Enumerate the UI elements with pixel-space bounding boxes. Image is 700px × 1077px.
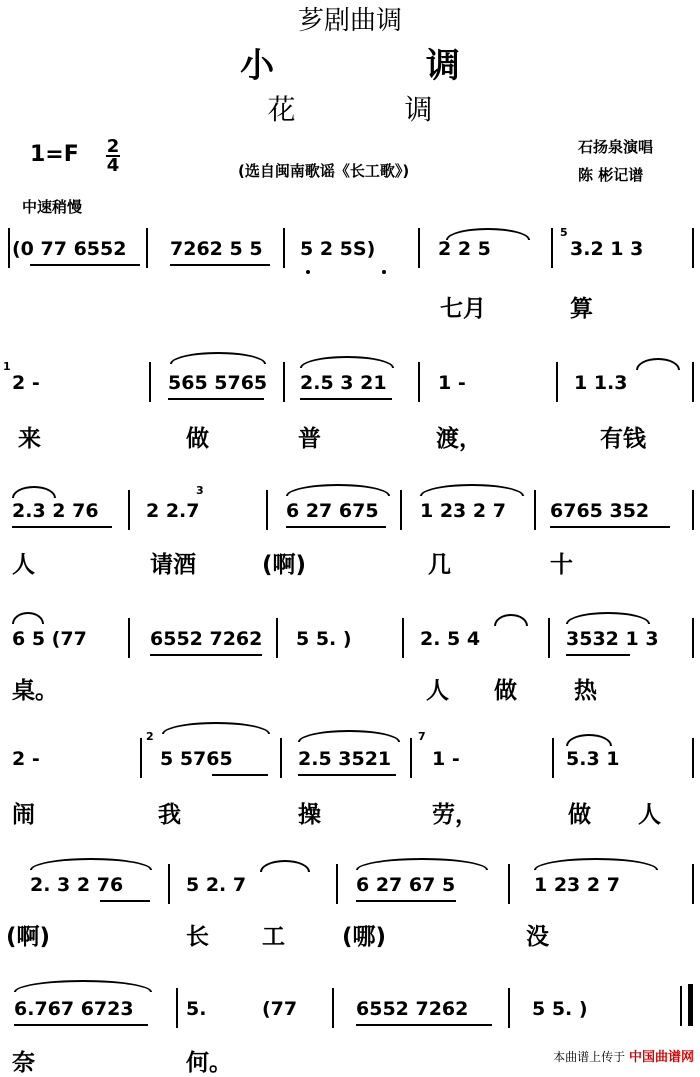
lyric: (啊): [6, 924, 51, 950]
measure: 2 -: [12, 372, 40, 394]
tempo-marking: 中速稍慢: [22, 198, 83, 216]
lyric: 七月: [440, 296, 486, 322]
measure: (0 77 6552: [12, 238, 127, 260]
lyric: 操: [298, 802, 321, 828]
lyric: 人: [426, 678, 449, 704]
measure: 2 -: [12, 748, 40, 770]
measure: 6552 7262: [150, 628, 263, 650]
footer-watermark: [553, 1046, 694, 1065]
measure: 2.5 3521: [298, 748, 392, 770]
measure: 6765 352: [550, 500, 650, 522]
lyric: 桌。: [12, 678, 58, 704]
measure: 5.3 1: [566, 748, 620, 770]
lyric: 我: [158, 802, 181, 828]
lyric: 人: [638, 802, 661, 828]
lyric: (哪): [342, 924, 387, 950]
lyric: 工: [262, 924, 285, 950]
measure: 6 27 67 5: [356, 874, 456, 896]
grace-note: 5: [560, 226, 568, 239]
measure: 5 5. ): [532, 998, 588, 1020]
measure: 5 2 5S): [300, 238, 376, 260]
time-signature-bottom: 4: [106, 155, 120, 176]
grace-note: 3: [196, 484, 204, 497]
lyric: 渡，: [436, 426, 482, 452]
measure: 6 5 (77: [12, 628, 87, 650]
lyric: 热: [574, 678, 597, 704]
measure: 2. 5 4: [420, 628, 481, 650]
lyric: 何。: [186, 1050, 232, 1076]
measure: 1 1.3: [574, 372, 628, 394]
measure: 1 -: [438, 372, 466, 394]
measure: 6552 7262: [356, 998, 469, 1020]
lyric: 算: [570, 296, 593, 322]
lyric: 十: [550, 552, 573, 578]
grace-note: 2: [146, 730, 154, 743]
measure: 6 27 675: [286, 500, 379, 522]
lyric: 有钱: [600, 426, 646, 452]
measure: 5 2. 7: [186, 874, 247, 896]
grace-note: 1: [3, 360, 11, 373]
lyric: 闹: [12, 802, 35, 828]
lyric: 做: [494, 678, 517, 704]
measure: 3.2 1 3: [570, 238, 644, 260]
measure: 2.3 2 76: [12, 500, 99, 522]
page-title: 小 调: [240, 46, 530, 86]
measure: 1 23 2 7: [534, 874, 620, 896]
footer-uploaded-text: 本曲谱上传于: [553, 1050, 626, 1064]
measure: 1 23 2 7: [420, 500, 506, 522]
measure: 6.767 6723: [14, 998, 134, 1020]
measure: 2 2 5: [438, 238, 491, 260]
measure: 2. 3 2 76: [30, 874, 124, 896]
lyric: 长: [186, 924, 209, 950]
lyric: 来: [18, 426, 41, 452]
lyric: 请酒: [150, 552, 196, 578]
lyric: 做: [568, 802, 591, 828]
lyric: 做: [186, 426, 209, 452]
lyric: (啊): [262, 552, 307, 578]
measure: 2 2.7: [146, 500, 200, 522]
source-note: (选自闽南歌谣《长工歌》): [238, 162, 410, 180]
measure: 7262 5 5: [170, 238, 263, 260]
page-subtitle: 花 调: [267, 93, 483, 126]
lyric: 没: [526, 924, 549, 950]
measure: 1 -: [432, 748, 460, 770]
grace-note: 7: [418, 730, 426, 743]
site-logo[interactable]: 中国曲谱网: [628, 1050, 694, 1065]
transcriber-credit: 陈 彬记谱: [578, 166, 644, 184]
singer-credit: 石扬泉演唱: [578, 138, 654, 156]
measure: 565 5765: [168, 372, 268, 394]
lyric: 普: [298, 426, 321, 452]
measure: 5 5. ): [296, 628, 352, 650]
measure: 5.: [186, 998, 207, 1020]
lyric: 劳，: [432, 802, 478, 828]
time-signature-top: 2: [106, 136, 120, 157]
measure: 2.5 3 21: [300, 372, 387, 394]
measure: (77: [262, 998, 298, 1020]
genre-heading: 芗剧曲调: [297, 6, 402, 36]
lyric: 人: [12, 552, 35, 578]
measure: 3532 1 3: [566, 628, 659, 650]
lyric: 奈: [12, 1050, 35, 1076]
measure: 5 5765: [160, 748, 233, 770]
key-signature: 1=F: [30, 142, 79, 167]
lyric: 几: [428, 552, 451, 578]
time-signature: [106, 138, 120, 174]
